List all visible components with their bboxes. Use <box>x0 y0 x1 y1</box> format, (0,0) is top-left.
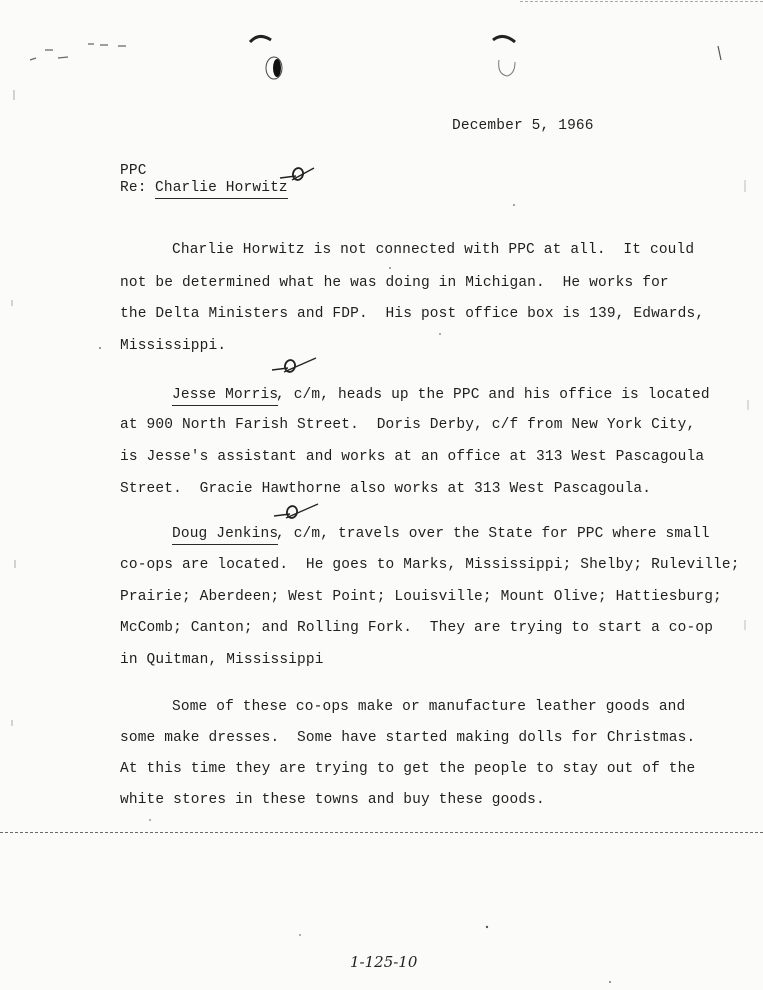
paragraph-1-line: not be determined what he was doing in Michigan. He works for <box>120 275 669 291</box>
handwritten-mark-icon <box>272 500 322 524</box>
paragraph-2-line: at 900 North Farish Street. Doris Derby, c/f from New York City, <box>120 417 696 433</box>
memo-date: December 5, 1966 <box>452 118 594 134</box>
paragraph-2-line: Street. Gracie Hawthorne also works at 313 West Pascagoula. <box>120 481 652 497</box>
paragraph-4-line: At this time they are trying to get the people to stay out of the <box>120 761 696 777</box>
paragraph-1-line: Charlie Horwitz is not connected with PPC at all. It could <box>172 242 695 258</box>
paragraph-4-line: Some of these co-ops make or manufacture leather goods and <box>172 699 686 715</box>
memo-to: PPC <box>120 163 147 179</box>
memo-subject: Charlie Horwitz <box>155 179 288 199</box>
memo-re-label: Re: <box>120 180 147 196</box>
paragraph-3-line: co-ops are located. He goes to Marks, Mississippi; Shelby; Ruleville; <box>120 557 740 573</box>
paragraph-4-line: white stores in these towns and buy these goods. <box>120 792 545 808</box>
paragraph-2-line: is Jesse's assistant and works at an office at 313 West Pascagoula <box>120 449 705 465</box>
paragraph-3-line: in Quitman, Mississippi <box>120 652 324 668</box>
paragraph-3-line: McComb; Canton; and Rolling Fork. They are trying to start a co-op <box>120 620 714 636</box>
paragraph-4-line: some make dresses. Some have started making dolls for Christmas. <box>120 730 696 746</box>
paragraph-3-line: , c/m, travels over the State for PPC where small <box>276 526 710 542</box>
paragraph-1-line: the Delta Ministers and FDP. His post office box is 139, Edwards, <box>120 306 705 322</box>
handwritten-file-number: 1-125-10 <box>350 953 418 971</box>
page-divider <box>0 832 763 833</box>
person-name-doug-jenkins: Doug Jenkins <box>172 525 278 545</box>
handwritten-mark-icon <box>270 354 320 378</box>
paragraph-2-line: , c/m, heads up the PPC and his office is located <box>276 387 710 403</box>
paragraph-1-line: Mississippi. <box>120 338 227 354</box>
handwritten-mark-icon <box>278 162 323 186</box>
person-name-jesse-morris: Jesse Morris <box>172 386 278 406</box>
paragraph-3-line: Prairie; Aberdeen; West Point; Louisville; Mount Olive; Hattiesburg; <box>120 589 722 605</box>
